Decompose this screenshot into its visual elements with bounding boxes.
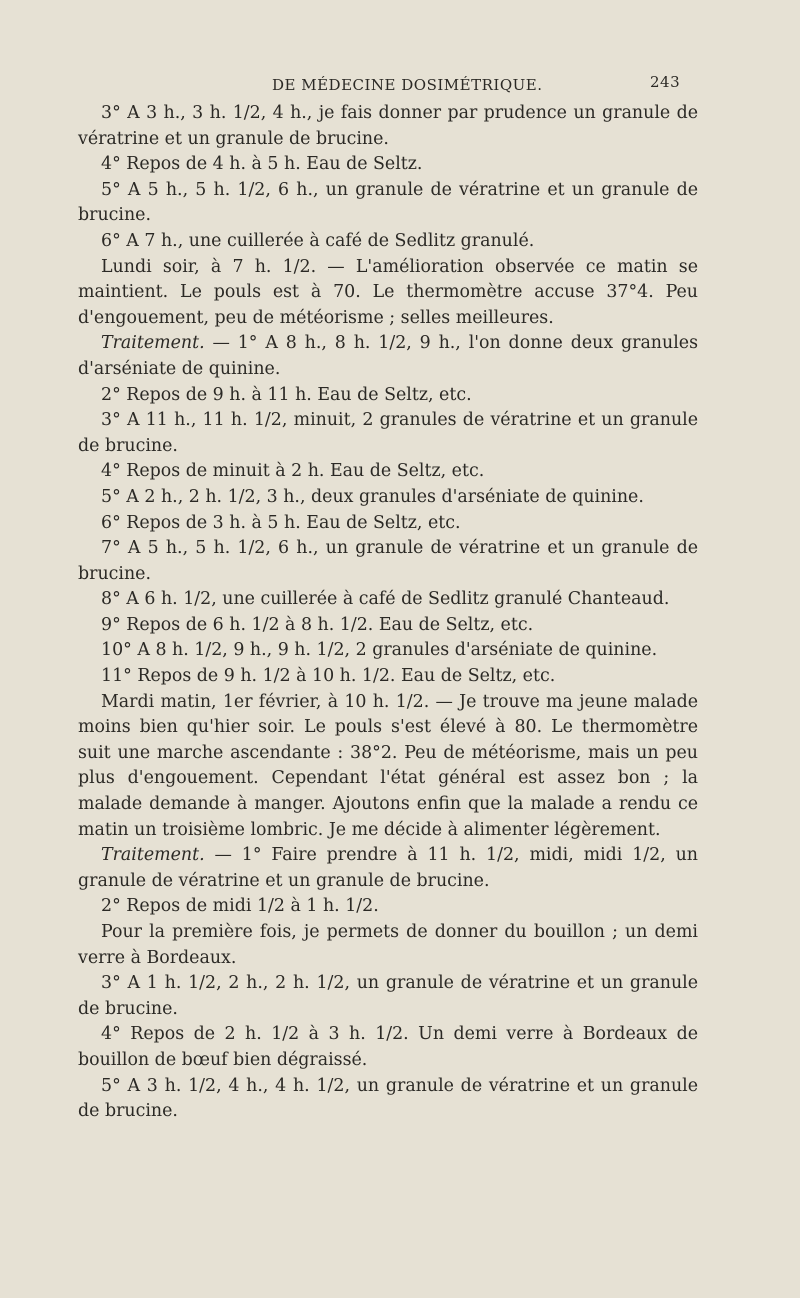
paragraph: Lundi soir, à 7 h. 1/2. — L'amélioration observée ce matin se maintient. Le pouls est à 70. Le thermomètre accuse 37°4. Peu d'engouement, peu de météorisme ; selles meilleures. <box>78 256 698 328</box>
page-body <box>78 101 698 1125</box>
running-title: DE MÉDECINE DOSIMÉTRIQUE. <box>272 76 543 94</box>
paragraph: 5° A 5 h., 5 h. 1/2, 6 h., un granule de vératrine et un granule de brucine. <box>78 179 698 226</box>
paragraph: Mardi matin, 1er février, à 10 h. 1/2. — Je trouve ma jeune malade moins bien qu'hier soir. Le pouls s'est élevé à 80. Le thermomètre suit une marche ascendante : 38°2. Peu de météorisme, mais un peu plus d'engouement. Cependant l'état général est assez bon ; la malade demande à manger. Ajoutons enfin que la malade a rendu ce matin un troisième lombric. Je me décide à alimenter légèrement. <box>78 691 698 840</box>
paragraph: 3° A 1 h. 1/2, 2 h., 2 h. 1/2, un granule de vératrine et un granule de brucine. <box>78 973 698 1019</box>
traitement-lead: Traitement. <box>101 333 205 354</box>
paragraph: 4° Repos de 4 h. à 5 h. Eau de Seltz. <box>101 154 423 175</box>
paragraph: 2° Repos de midi 1/2 à 1 h. 1/2. <box>101 896 379 917</box>
paragraph: 4° Repos de 2 h. 1/2 à 3 h. 1/2. Un demi verre à Bordeaux de bouillon de bœuf bien dégraissé. <box>78 1024 698 1070</box>
page-header <box>0 73 800 98</box>
paragraph: Pour la première fois, je permets de donner du bouillon ; un demi verre à Bordeaux. <box>78 922 698 968</box>
paragraph: 6° A 7 h., une cuillerée à café de Sedlitz granulé. <box>101 230 535 251</box>
paragraph: 8° A 6 h. 1/2, une cuillerée à café de Sedlitz granulé Chanteaud. <box>101 589 670 610</box>
paragraph: 9° Repos de 6 h. 1/2 à 8 h. 1/2. Eau de Seltz, etc. <box>101 614 534 635</box>
paragraph: 4° Repos de minuit à 2 h. Eau de Seltz, etc. <box>101 461 485 482</box>
paragraph: 7° A 5 h., 5 h. 1/2, 6 h., un granule de vératrine et un granule de brucine. <box>78 538 698 584</box>
paragraph: 11° Repos de 9 h. 1/2 à 10 h. 1/2. Eau de Seltz, etc. <box>101 666 556 687</box>
paragraph: Traitement. — 1° Faire prendre à 11 h. 1/2, midi, midi 1/2, un granule de vératrine et un granule de brucine. <box>78 845 698 891</box>
paragraph: 6° Repos de 3 h. à 5 h. Eau de Seltz, etc. <box>101 512 461 533</box>
paragraph: 2° Repos de 9 h. à 11 h. Eau de Seltz, etc. <box>101 384 472 405</box>
paragraph: 10° A 8 h. 1/2, 9 h., 9 h. 1/2, 2 granules d'arséniate de quinine. <box>101 640 658 661</box>
paragraph: 5° A 2 h., 2 h. 1/2, 3 h., deux granules d'arséniate de quinine. <box>101 486 644 507</box>
page-number: 243 <box>650 73 681 91</box>
paragraph: Traitement. — 1° A 8 h., 8 h. 1/2, 9 h., l'on donne deux granules d'arséniate de quinine. <box>78 333 698 379</box>
paragraph: 5° A 3 h. 1/2, 4 h., 4 h. 1/2, un granule de vératrine et un granule de brucine. <box>78 1075 698 1122</box>
paragraph: 3° A 11 h., 11 h. 1/2, minuit, 2 granules de vératrine et un granule de brucine. <box>78 410 698 456</box>
paragraph: 3° A 3 h., 3 h. 1/2, 4 h., je fais donner par prudence un granule de vératrine et un granule de brucine. <box>78 103 698 149</box>
traitement-lead: Traitement. <box>101 845 205 866</box>
